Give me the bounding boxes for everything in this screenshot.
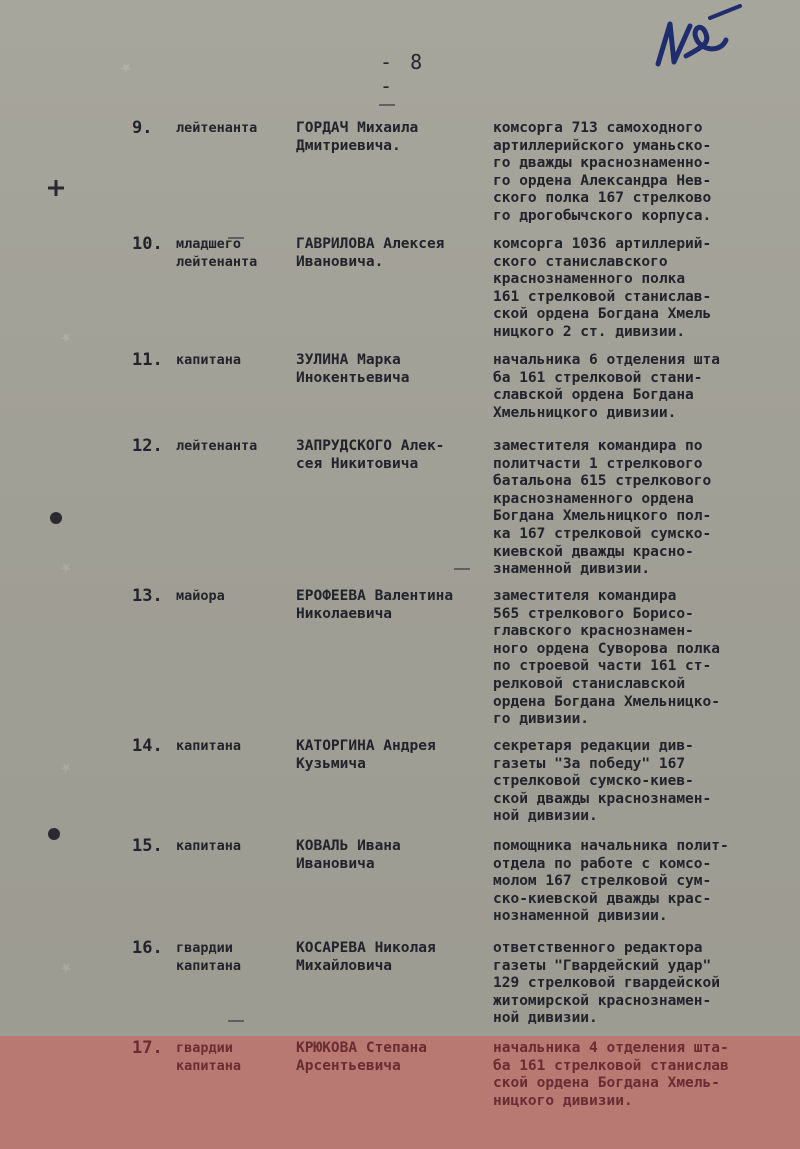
position-description: ответственного редактора газеты "Гвардейский удар" 129 стрелковой гвардейской житомирской краснознамен- ной дивизии. [493, 940, 720, 1027]
separator-dash [228, 1020, 244, 1022]
military-rank: капитана [176, 838, 242, 854]
position-description: помощника начальника полит- отдела по работе с комсо- молом 167 стрелковой сум- ско-киевской дважды крас- нознаменной дивизии. [493, 838, 729, 925]
item-number: 10. [132, 234, 163, 254]
military-rank: капитана [176, 352, 242, 368]
item-number: 14. [132, 736, 163, 756]
watermark: ★ [56, 557, 76, 579]
watermark: ★ [56, 957, 76, 979]
military-rank: лейтенанта [176, 438, 258, 454]
military-rank: младшего лейтенанта [176, 236, 258, 270]
handwritten-archive-number-icon [640, 4, 750, 94]
item-number: 17. [132, 1038, 163, 1058]
position-description: начальника 6 отделения шта ба 161 стрелковой стани- славской ордена Богдана Хмельницкого дивизии. [493, 352, 720, 421]
military-rank: гвардии капитана [176, 1040, 242, 1074]
military-rank: капитана [176, 738, 242, 754]
person-name: ЕРОФЕЕВА Валентина Николаевича [296, 588, 454, 622]
watermark: ★ [56, 757, 76, 779]
person-name: КАТОРГИНА Андрея Кузьмича [296, 738, 436, 772]
margin-punch-mark-icon [44, 506, 68, 530]
person-name: ЗАПРУДСКОГО Алек- сея Никитовича [296, 438, 445, 472]
position-description: начальника 4 отделения шта- ба 161 стрелковой станислав ской ордена Богдана Хмель- ницкого дивизии. [493, 1040, 729, 1109]
position-description: комсорга 713 самоходного артиллерийского уманьско- го дважды краснознаменно- го ордена Александра Нев- ского полка 167 стрелково го дрогобычского корпуса. [493, 120, 712, 224]
person-name: КОВАЛЬ Ивана Ивановича [296, 838, 401, 872]
position-description: заместителя командира по политчасти 1 стрелкового батальона 615 стрелкового краснознаменного ордена Богдана Хмельницкого пол- ка 167 стрелковой сумско- киевской дважды красно- знаменной дивизии. [493, 438, 712, 578]
watermark: ★ [56, 327, 76, 349]
person-name: КОСАРЕВА Николая Михайловича [296, 940, 436, 974]
person-name: КРЮКОВА Степана Арсентьевича [296, 1040, 427, 1074]
separator-dash [379, 104, 395, 106]
person-name: ГОРДАЧ Михаила Дмитриевича. [296, 120, 419, 154]
margin-punch-mark-icon [44, 822, 68, 846]
separator-dash [454, 568, 470, 570]
military-rank: гвардии капитана [176, 940, 242, 974]
margin-punch-mark-icon [44, 176, 68, 200]
item-number: 12. [132, 436, 163, 456]
item-number: 15. [132, 836, 163, 856]
position-description: секретаря редакции див- газеты "За победу" 167 стрелковой сумско-киев- ской дважды краснознамен- ной дивизии. [493, 738, 712, 825]
watermark: ★ [116, 57, 136, 79]
item-number: 16. [132, 938, 163, 958]
item-number: 11. [132, 350, 163, 370]
item-number: 13. [132, 586, 163, 606]
item-number: 9. [132, 118, 153, 138]
page-number: - 8 - [380, 50, 426, 98]
military-rank: лейтенанта [176, 120, 258, 136]
person-name: ЗУЛИНА Марка Инокентьевича [296, 352, 410, 386]
military-rank: майора [176, 588, 225, 604]
position-description: заместителя командира 565 стрелкового Борисо- главского краснознамен- ного ордена Суворова полка по строевой части 161 ст- релковой станиславской ордена Богдана Хмельницко- го дивизии. [493, 588, 720, 728]
person-name: ГАВРИЛОВА Алексея Ивановича. [296, 236, 445, 270]
position-description: комсорга 1036 артиллерий- ского станиславского краснознаменного полка 161 стрелковой станислав- ской ордена Богдана Хмель ницкого 2 ст. дивизии. [493, 236, 712, 340]
